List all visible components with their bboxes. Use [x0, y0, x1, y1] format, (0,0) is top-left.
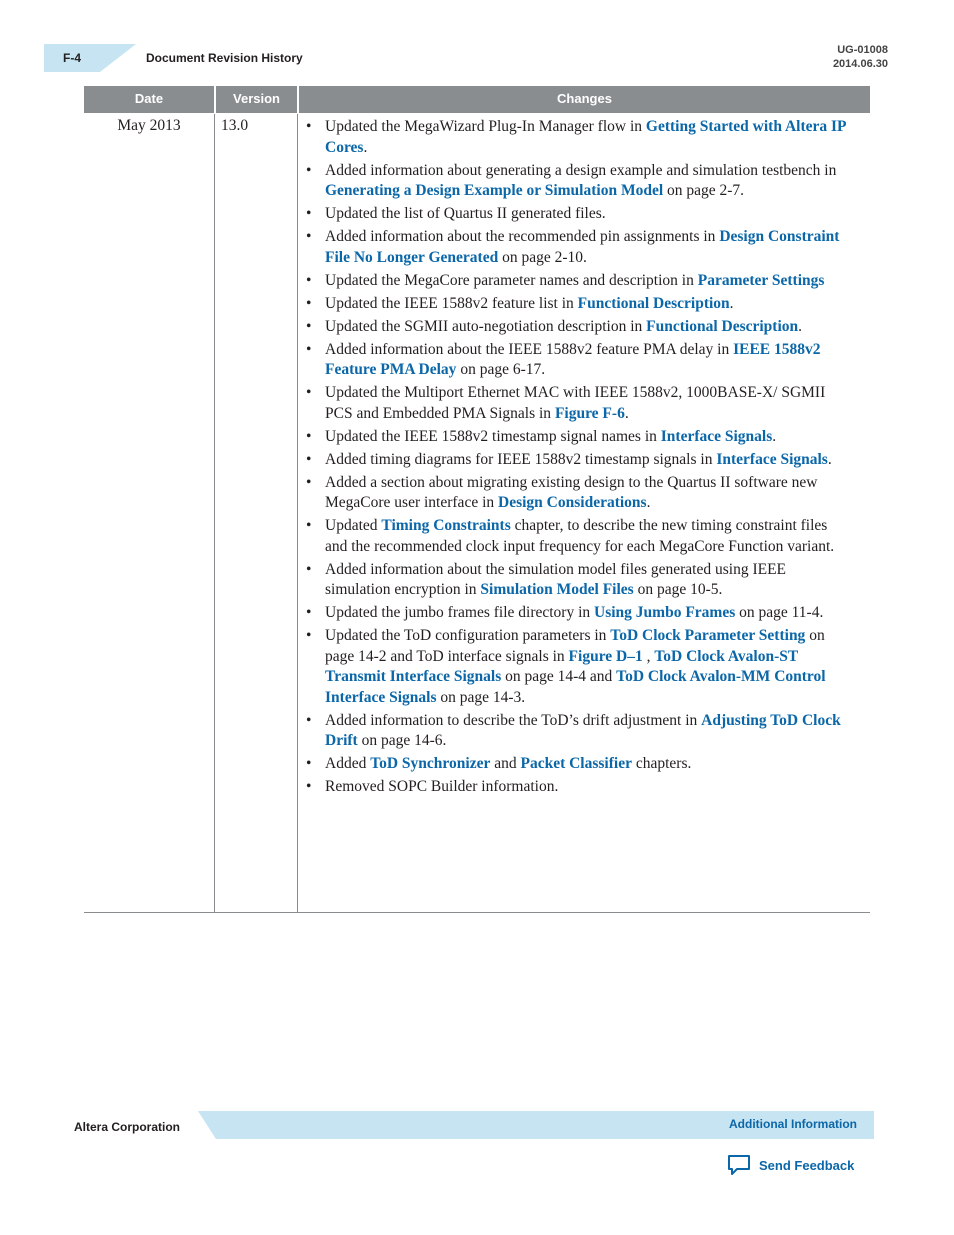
change-text: chapter, to describe the new timing constraint files and the recommended clock input frequency for each MegaCore Function variant.	[325, 517, 835, 555]
change-text: on page 14-4 and	[501, 668, 617, 685]
change-text: Updated the jumbo frames file directory in	[325, 604, 595, 621]
change-text: Updated the SGMII auto-negotiation description in	[325, 317, 647, 335]
change-text: Added information about the simulation model files generated using IEEE simulation encryption in	[325, 560, 787, 598]
cross-reference-link[interactable]: ToD Clock Avalon-ST Transmit Interface Signals	[325, 647, 798, 685]
section-title: Document Revision History	[146, 51, 303, 65]
cross-reference-link[interactable]: ToD Clock Avalon-MM Control Interface Signals	[325, 668, 826, 706]
change-text: Updated the Multiport Ethernet MAC with IEEE 1588v2, 1000BASE-X/ SGMII PCS and Embedded PMA Signals in	[325, 384, 826, 422]
cross-reference-link[interactable]: Packet Classifier	[520, 755, 632, 772]
change-item	[300, 383, 852, 424]
change-item	[300, 161, 852, 202]
revision-date: May 2013	[117, 117, 181, 134]
change-text: on page 2-7.	[663, 182, 745, 199]
change-text: Added information about the recommended pin assignments in	[325, 228, 720, 245]
changes-list	[300, 117, 852, 800]
revision-version: 13.0	[221, 117, 249, 134]
change-text: on page 11-4.	[735, 604, 824, 621]
change-item	[300, 117, 852, 158]
page-tab-tail	[100, 44, 136, 72]
table-divider-1	[214, 114, 215, 913]
cross-reference-link[interactable]: Simulation Model Files	[480, 581, 634, 598]
change-text: ,	[642, 647, 655, 665]
change-text: on page 2-10.	[498, 248, 587, 266]
cross-reference-link[interactable]: Getting Started with Altera IP Cores	[325, 118, 846, 156]
change-item	[300, 271, 852, 292]
change-item	[300, 777, 852, 798]
change-text: Removed SOPC Builder information.	[325, 778, 559, 795]
change-text: .	[798, 317, 803, 335]
table-divider-2	[297, 114, 298, 913]
change-text: on page 6-17.	[456, 361, 546, 378]
cross-reference-link[interactable]: Timing Constraints	[381, 517, 511, 534]
change-text: Updated	[325, 517, 382, 534]
document-id-block	[833, 43, 888, 71]
cross-reference-link[interactable]: Functional Description	[577, 294, 730, 312]
change-text: .	[772, 427, 777, 445]
change-text: on page 14-6.	[357, 732, 447, 749]
change-item	[300, 340, 852, 381]
cross-reference-link[interactable]: Interface Signals	[660, 427, 773, 445]
cross-reference-link[interactable]: Adjusting ToD Clock Drift	[325, 711, 841, 749]
change-text: Added a section about migrating existing design to the Quartus II software new MegaCore user interface in	[325, 473, 818, 511]
change-item	[300, 603, 852, 624]
change-item	[300, 711, 852, 752]
change-text: .	[646, 494, 651, 511]
change-text: .	[827, 450, 832, 468]
footer-section-link[interactable]: Additional Information	[729, 1117, 857, 1131]
change-text: Updated the MegaCore parameter names and description in	[325, 271, 698, 289]
change-text: on page 10-5.	[633, 581, 723, 598]
cross-reference-link[interactable]: Functional Description	[646, 317, 799, 335]
footer-company: Altera Corporation	[74, 1120, 181, 1134]
change-text: on page 14-2 and ToD interface signals in	[325, 627, 825, 665]
send-feedback-label: Send Feedback	[759, 1157, 855, 1173]
change-text: and	[490, 755, 521, 772]
change-text: Updated the ToD configuration parameters in	[325, 627, 611, 644]
change-item	[300, 294, 852, 315]
change-text: Added information about generating a design example and simulation testbench in	[325, 161, 837, 179]
change-text: Updated the IEEE 1588v2 feature list in	[325, 294, 578, 312]
column-header-version: Version	[216, 86, 297, 113]
change-item	[300, 204, 852, 225]
document-date: 2014.06.30	[832, 58, 888, 70]
send-feedback-link[interactable]	[727, 1154, 854, 1176]
cross-reference-link[interactable]: Figure D–1	[568, 647, 643, 665]
page-number-tab: F-4	[44, 44, 100, 72]
column-header-changes: Changes	[299, 86, 870, 113]
change-item	[300, 560, 852, 601]
change-text: Added	[325, 755, 371, 772]
cross-reference-link[interactable]: Using Jumbo Frames	[594, 604, 736, 621]
change-item	[300, 450, 852, 471]
change-item	[300, 427, 852, 448]
speech-bubble-icon	[727, 1154, 751, 1176]
change-text: Updated the MegaWizard Plug-In Manager flow in	[325, 118, 646, 135]
change-text: .	[624, 404, 629, 422]
cross-reference-link[interactable]: Design Constraint File No Longer Generated	[325, 228, 840, 266]
change-item	[300, 516, 852, 557]
change-item	[300, 317, 852, 338]
change-text: chapters.	[631, 755, 692, 772]
change-text: on page 14-3.	[436, 688, 526, 706]
change-item	[300, 754, 852, 775]
change-text: Added information to describe the ToD’s drift adjustment in	[325, 711, 702, 729]
change-text: Updated the list of Quartus II generated files.	[325, 205, 606, 222]
document-id: UG-01008	[837, 44, 888, 56]
cross-reference-link[interactable]: Figure F-6	[554, 404, 625, 422]
cross-reference-link[interactable]: Generating a Design Example or Simulation Model	[325, 182, 664, 199]
cross-reference-link[interactable]: Parameter Settings	[697, 271, 825, 289]
change-item	[300, 473, 852, 514]
cross-reference-link[interactable]: Design Considerations	[498, 494, 647, 511]
change-text: .	[729, 294, 734, 312]
table-bottom-rule	[84, 912, 870, 913]
change-text: Added information about the IEEE 1588v2 feature PMA delay in	[325, 340, 734, 358]
column-header-date: Date	[84, 86, 214, 113]
change-text: Added timing diagrams for IEEE 1588v2 timestamp signals in	[325, 450, 717, 468]
cross-reference-link[interactable]: Interface Signals	[716, 450, 828, 468]
change-item	[300, 626, 852, 708]
cross-reference-link[interactable]: ToD Synchronizer	[370, 755, 491, 772]
cross-reference-link[interactable]: IEEE 1588v2 Feature PMA Delay	[325, 340, 821, 378]
change-text: .	[363, 138, 368, 156]
change-item	[300, 227, 852, 268]
cross-reference-link[interactable]: ToD Clock Parameter Setting	[610, 627, 806, 644]
change-text: Updated the IEEE 1588v2 timestamp signal names in	[325, 427, 661, 445]
